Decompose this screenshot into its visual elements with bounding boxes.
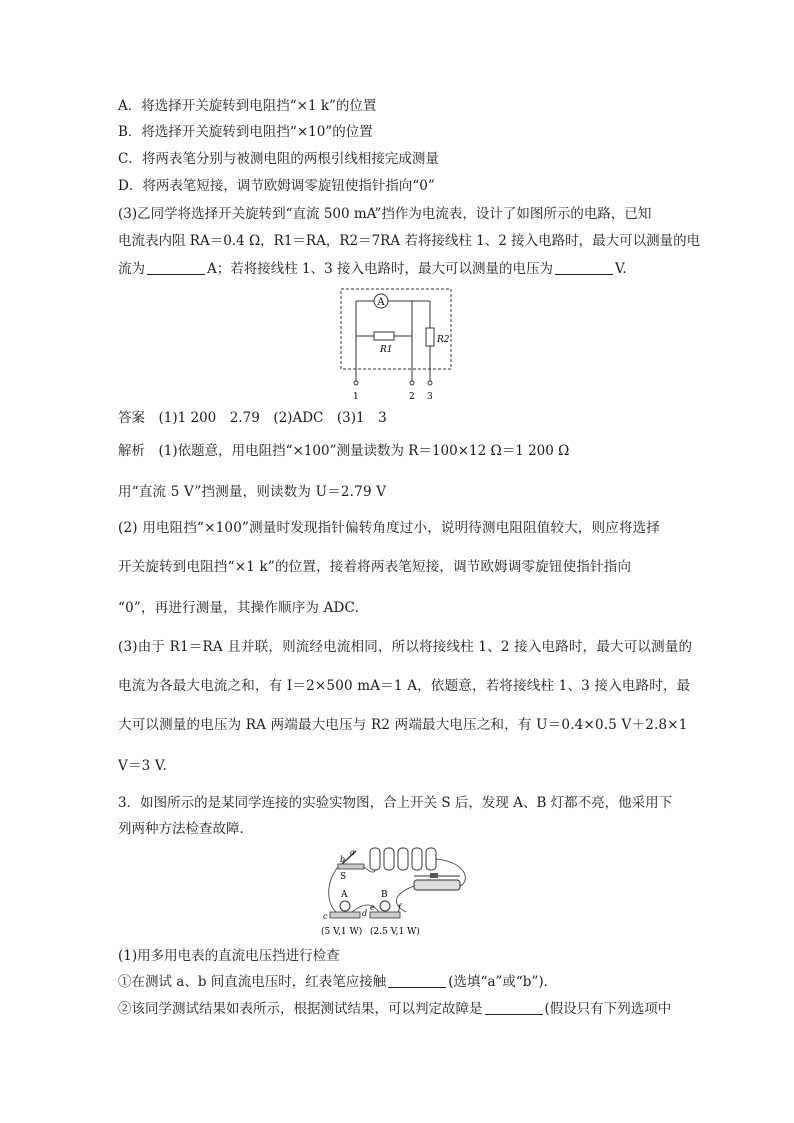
label-c: c [323,912,328,921]
option-b: B．将选择开关旋转到电阻挡“×10”的位置 [118,124,373,140]
terminal-3 [428,381,432,385]
sub-line3-b: (假设只有下列选项中 [544,1001,672,1017]
sub-question-1-1 [118,972,557,992]
lamp-b-spec: (2.5 V,1 W) [370,927,420,937]
analysis-line-8: 大可以测量的电压为 RA 两端最大电压与 R2 两端最大电压之和，有 U＝0.4×0.5 V＋2.8×1 [118,717,688,733]
terminal-1-label: 1 [353,392,359,402]
lamp-a-icon [340,901,350,911]
label-e: e [370,903,375,912]
label-b: b [340,855,346,864]
lamp-b-label: B [381,890,388,900]
label-s: S [340,872,347,882]
sub-line2-b: (选填“a”或“b”)． [448,974,558,990]
q3-line2: 电流表内阻 RA＝0.4 Ω，R1＝RA，R2＝7RA 若将接线柱 1、2 接入电路时，最大可以测量的电 [118,233,701,249]
terminal-2-label: 2 [409,392,415,402]
ammeter-circuit-diagram [336,286,460,404]
switch-base [338,864,364,869]
q3-line3 [118,259,627,279]
analysis-line-5: “0”，再进行测量，其操作顺序为 ADC. [118,600,360,616]
analysis-line-9: V＝3 V. [118,758,168,774]
resistor-r1 [374,332,394,340]
terminal-3-label: 3 [427,392,433,402]
resistor-r2 [426,328,434,346]
sub-line3-a: ②该同学测试结果如表所示，根据测试结果，可以判定故障是 [118,1001,483,1017]
lamp-a-spec: (5 V,1 W) [321,927,363,937]
terminal-1 [354,381,358,385]
analysis-line-6: (3)由于 R1＝RA 且并联，则流经电流相同，所以将接线柱 1、2 接入电路时，最大可以测量的 [118,639,693,655]
option-c: C．将两表笔分别与被测电阻的两根引线相接完成测量 [118,151,439,167]
sub-question-1-2 [118,999,671,1019]
r1-label: R1 [380,345,393,355]
rheostat [414,873,460,890]
q3-line3-b: A；若将接线柱 1、3 接入电路时，最大可以测量的电压为 [207,261,554,277]
analysis-line-7: 电流为各最大电流之和，有 I＝2×500 mA＝1 A，依题意，若将接线柱 1、3 接入电路时，最 [118,678,691,694]
answer-blank [555,260,613,275]
label-a: a [350,848,355,857]
answer-blank [388,973,446,988]
r2-label: R2 [437,335,450,345]
wire [329,867,338,912]
analysis-line-3: (2) 用电阻挡“×100”测量时发现指针偏转角度过小，说明待测电阻阻值较大，则应将选择 [118,520,661,536]
question-3-line-2: 列两种方法检查故障． [118,821,253,837]
answer-blank [485,1000,543,1015]
analysis-line-4: 开关旋转到电阻挡“×1 k”的位置，接着将两表笔短接，调节欧姆调零旋钮使指针指向 [118,559,632,575]
analysis-line-2: 用“直流 5 V”挡测量，则读数为 U＝2.79 V [118,484,387,500]
question-3-line-1: 3．如图所示的是某同学连接的实验实物图，合上开关 S 后，发现 A、B 灯都不亮，他采用下 [118,795,673,811]
lamp-b-base [370,912,400,918]
sub-line2-a: ①在测试 a、b 间直流电压时，红表笔应接触 [118,974,387,990]
q3-line3-c: V. [615,261,627,277]
lamp-b-icon [380,901,390,911]
experiment-setup-figure [318,842,476,940]
lamp-a-base [330,912,360,918]
q3-line3-a: 流为 [118,261,145,277]
label-f: f [398,903,401,912]
terminal-2 [410,381,414,385]
analysis-line-1: 解析 (1)依题意，用电阻挡“×100”测量读数为 R＝100×12 Ω＝1 200 Ω [118,443,570,459]
label-d: d [362,909,368,918]
option-a: A．将选择开关旋转到电阻挡“×1 k”的位置 [118,98,377,114]
lamp-a-label: A [341,890,348,900]
answer-line: 答案 (1)1 200 2.79 (2)ADC (3)1 3 [118,410,387,426]
answer-blank [147,260,205,275]
sub-question-1: (1)用多用电表的直流电压挡进行检查 [118,948,340,964]
battery-pack [370,848,436,870]
option-d: D．将两表笔短接，调节欧姆调零旋钮使指针指向“0” [118,178,435,194]
ammeter-label: A [377,297,385,308]
q3-line1: (3)乙同学将选择开关旋转到“直流 500 mA”挡作为电流表，设计了如图所示的电路，已知 [118,206,652,222]
